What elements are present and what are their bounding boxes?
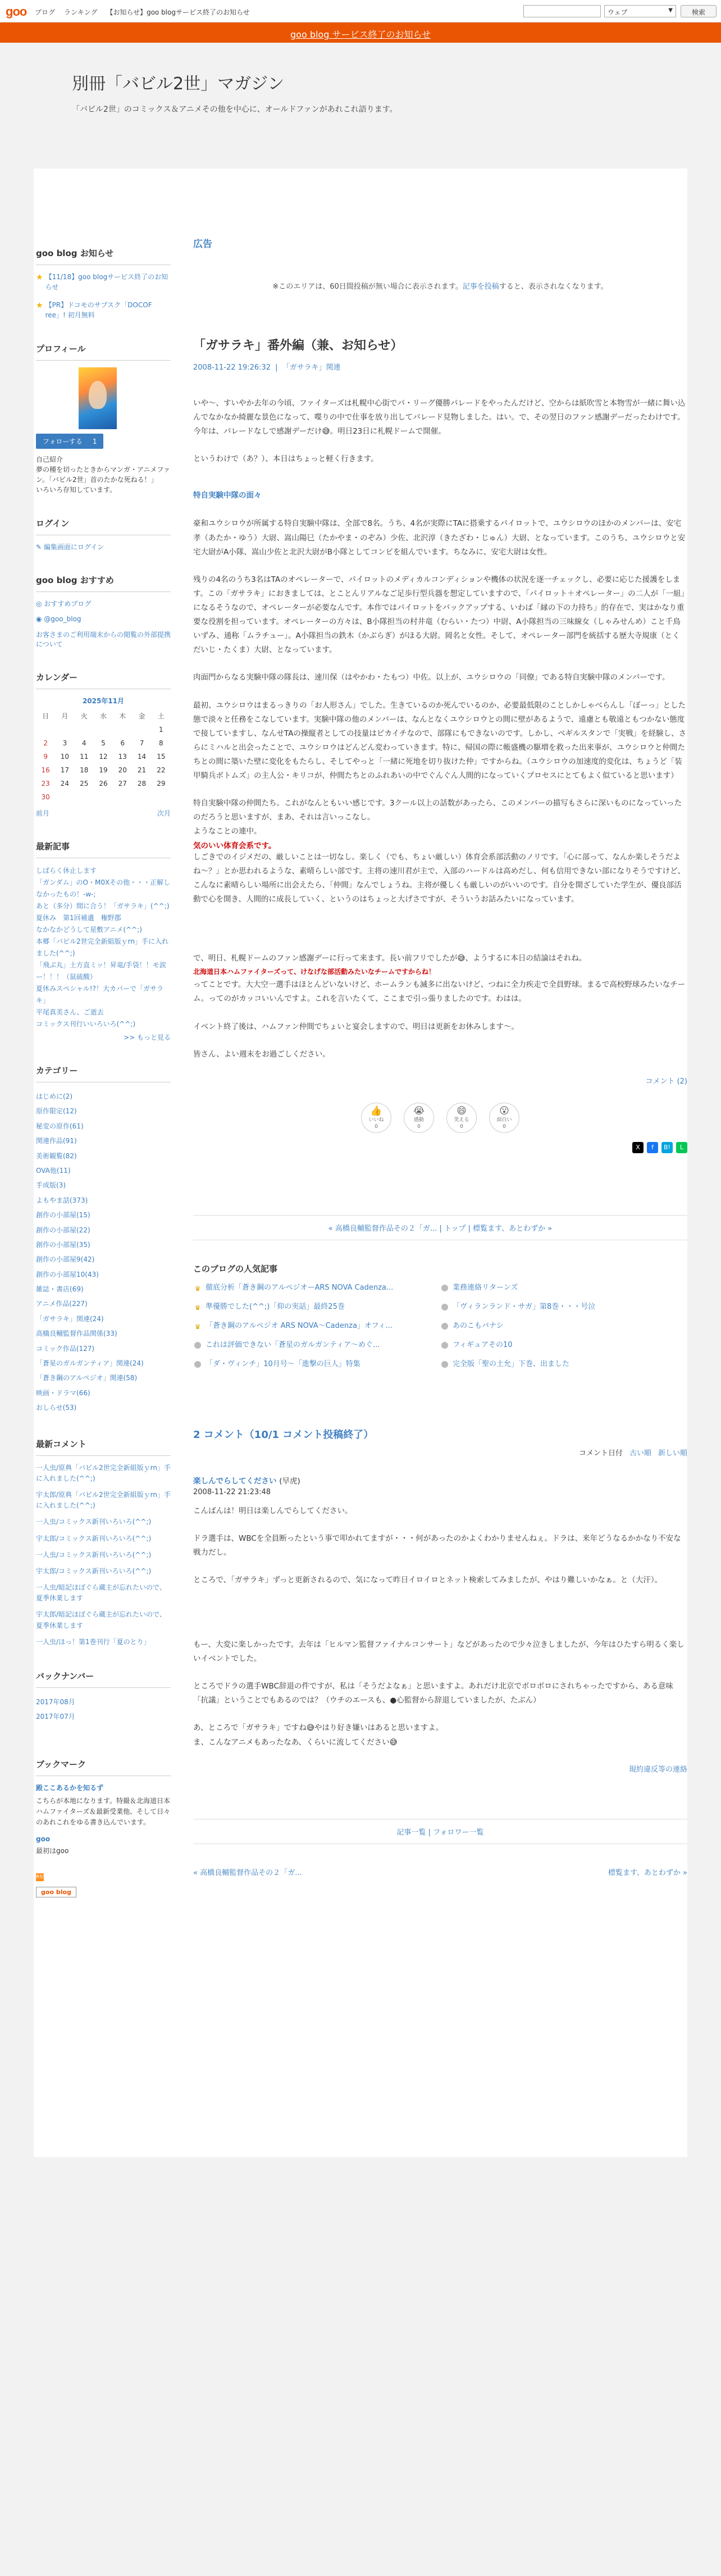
reaction-icon: 😄 bbox=[457, 1105, 467, 1117]
reaction-icon: 👍 bbox=[370, 1105, 382, 1117]
reaction-count: 0 bbox=[375, 1123, 378, 1130]
recent-comment-link[interactable]: 一人虫/原典「バビル2世完全新組版ｙrn」手に入れました(^^;) bbox=[36, 1463, 171, 1482]
popular-article[interactable] bbox=[193, 1359, 440, 1370]
backnumber-link[interactable]: 2017年08月 bbox=[36, 1698, 75, 1706]
calendar-row bbox=[36, 763, 171, 777]
reaction-icon: 😭 bbox=[413, 1105, 425, 1117]
calendar-day bbox=[75, 723, 94, 736]
chevron-down-icon: ▼ bbox=[668, 7, 673, 13]
calendar-day bbox=[36, 723, 55, 736]
category-link[interactable]: 創作の小部屋(15) bbox=[36, 1211, 90, 1219]
nav-service-end[interactable]: 【お知らせ】goo blogサービス終了のお知らせ bbox=[106, 8, 250, 16]
comment-paragraph: ドラ選手は、WBCを全員断ったという事で叩かれてますが・・・何があったのかよくわかりませんねぇ。ドラは、来年どうなるかかなり不安な戦力だし。 bbox=[193, 1533, 681, 1557]
weekday: 金 bbox=[138, 712, 145, 720]
info-heading: goo blog お知らせ bbox=[36, 247, 171, 265]
category-link[interactable]: 秘変の原作(61) bbox=[36, 1122, 84, 1130]
profile-image[interactable] bbox=[79, 367, 117, 429]
calendar-day[interactable]: 28 bbox=[137, 780, 147, 788]
footer-pager[interactable]: 記事一覧 | フォロワー一覧 bbox=[193, 1819, 687, 1844]
category-link[interactable]: 美術観覧(82) bbox=[36, 1152, 77, 1160]
category-link[interactable]: OVA他(11) bbox=[36, 1166, 71, 1175]
comment-paragraph: ところで、「ガサラキ」ずっと更新されるので、気になって昨日イロイロとネット検索してみましたが、やはり難しいかなぁ。と（大汗）。 bbox=[193, 1575, 663, 1585]
recent-comment-link[interactable]: 宇太郎/原典「バビル2世完全新組版ｙrn」手に入れました(^^;) bbox=[36, 1490, 171, 1510]
popular-article[interactable] bbox=[193, 1301, 440, 1313]
popular-article-title[interactable]: 準優勝でした(^^;)「仰の実話」最終25巻 bbox=[206, 1302, 345, 1311]
crown-icon: ♛ bbox=[194, 1323, 201, 1331]
calendar-day[interactable]: 12 bbox=[99, 753, 108, 761]
recent-article-link[interactable]: あと（多分）間に合う！「ガサラキ」(^^;) bbox=[36, 902, 170, 910]
external-link[interactable]: お客さまのご利用端末からの閲覧の外部提携について bbox=[36, 631, 171, 648]
reaction-count: 0 bbox=[417, 1123, 421, 1130]
calendar-row bbox=[36, 736, 171, 750]
calendar-day[interactable]: 23 bbox=[41, 780, 50, 788]
weekday: 木 bbox=[119, 712, 126, 720]
reaction-icon: 😮 bbox=[499, 1105, 509, 1117]
comments-heading: 2 コメント（10/1 コメント投稿終了） bbox=[193, 1428, 374, 1441]
recent-list bbox=[36, 865, 171, 1030]
ad-note bbox=[193, 280, 687, 291]
bookmark-heading: ブックマーク bbox=[36, 1758, 171, 1776]
calendar-day[interactable]: 9 bbox=[43, 753, 48, 761]
entry-paragraph: 肉面門からなる実験中隊の隊長は、速川保（はやかわ・たもつ）中佐。以上が、ユウシロウの「同僚」である特自実験中隊のメンバーです。 bbox=[193, 673, 670, 682]
calendar-week bbox=[36, 709, 171, 723]
popular-article[interactable] bbox=[440, 1282, 687, 1294]
popular-article[interactable] bbox=[440, 1321, 687, 1332]
comment-author: (早虎) bbox=[279, 1476, 300, 1486]
follow-button[interactable] bbox=[36, 434, 103, 449]
comments-block bbox=[36, 1438, 171, 1647]
thumbnail-dot-icon bbox=[194, 1361, 201, 1368]
sort-old[interactable]: 古い順 bbox=[629, 1449, 651, 1458]
recent-comment-link[interactable]: 一人虫/コミックス新刊いろいろ(^^;) bbox=[36, 1518, 152, 1526]
reaction-button[interactable] bbox=[489, 1103, 519, 1133]
category-block bbox=[36, 1064, 171, 1416]
category-link[interactable]: 創作の小部屋(22) bbox=[36, 1226, 90, 1234]
calendar-nav bbox=[36, 808, 171, 818]
ad-note-text: ※このエリアは、60日間投稿が無い場合に表示されます。 bbox=[272, 283, 463, 291]
nav-blog[interactable]: ブログ bbox=[35, 8, 56, 16]
popular-article-title[interactable]: 「ヴィランランド・サガ」第8巻・・・号泣 bbox=[453, 1302, 596, 1311]
recent-article-link[interactable]: 「飛ぶ丸」土方直ミッ！昇竜/手袋！！モ涙ー！！！（鼠硫酸） bbox=[36, 961, 166, 981]
recent-article-link[interactable]: コミックス刊行いいろいろ(^^;) bbox=[36, 1020, 136, 1028]
entry-paragraph: 残りの4名のうち3名はTAのオペレーターで、パイロットのメディカルコンディションや機体の状況を逐一チェックし、必要に応じた援護をします。この「ガサラキ」におきましては、とことんリアルなご足歩行型兵器を想定していますので、「パイロット＋オペレーター」の二人が「一組」になるそうなので、オペレーターが必要なんです。本作ではパイロットをバックアップする、いわば「縁の下の力持ち」的存在で、実はかなり重要な役割を担っています。オペレーターの方々は、B小隊担当の村井竜（むらい・たつ）中尉、A小隊担当の三味線女（しゃみせんめ）こと千鳥いずみ、通称「ムラチュー」。A小隊担当の鉄木（かぶらぎ）がほる大尉。岡名と女性。そして、オペレーター部門を統括する歴大寺規康（とくだいじ・たくま）大尉、となっています。 bbox=[193, 575, 685, 655]
calendar-day[interactable]: 4 bbox=[81, 739, 86, 747]
category-link[interactable]: 創作の小部屋9(42) bbox=[36, 1255, 95, 1264]
comment-date: 2008-11-22 21:23:48 bbox=[193, 1487, 271, 1496]
category-link[interactable]: 創作の小部屋(35) bbox=[36, 1240, 90, 1249]
comments-heading: 最新コメント bbox=[36, 1438, 171, 1456]
calendar-day[interactable]: 7 bbox=[139, 739, 144, 747]
comment-paragraph: こんばんは！明日は楽しんでらしてください。 bbox=[193, 1506, 353, 1515]
star-icon: ★ bbox=[36, 301, 43, 310]
category-link[interactable]: 高橋良輔監督作品関係(33) bbox=[36, 1330, 117, 1338]
comment-paragraph: あ、ところで「ガサラキ」ですね😅やはり好き嫌いはあると思いますよ。 bbox=[193, 1723, 444, 1733]
comment-title[interactable] bbox=[193, 1474, 687, 1486]
reaction-label: 面白い bbox=[496, 1117, 512, 1123]
calendar-row bbox=[36, 750, 171, 763]
category-link[interactable]: 映画・ドラマ(66) bbox=[36, 1389, 90, 1397]
comment-paragraph: ところでドラの選手WBC辞退の件ですが、私は「そうだよなぁ」と思いますよ。あれだけ北京でボロボロにされちゃったですから、ある意味「抗議」ということでもあるのでは？（ウチのエースも、●心監督から辞退していましたが、たぶん） bbox=[193, 1682, 673, 1705]
category-link[interactable]: アニメ作品(227) bbox=[36, 1300, 88, 1308]
crown-icon: ♛ bbox=[194, 1284, 201, 1292]
x-share-icon[interactable]: X bbox=[632, 1142, 644, 1153]
calendar-prev[interactable]: 前月 bbox=[36, 809, 50, 817]
entry-paragraph: 皆さん、よい週末をお過ごしください。 bbox=[193, 1049, 330, 1059]
sort-new[interactable]: 新しい順 bbox=[658, 1449, 687, 1458]
weekday: 月 bbox=[61, 712, 69, 720]
calendar-day[interactable]: 21 bbox=[137, 766, 147, 774]
recent-article-link[interactable]: なかなかどうして星敷アニメ(^^;) bbox=[36, 926, 142, 934]
follow-count: 1 bbox=[92, 438, 97, 445]
bookmark-goo-desc: 最初はgoo bbox=[36, 1846, 69, 1855]
recent-comments-list bbox=[36, 1463, 171, 1647]
popular-article-title[interactable]: 完全版「聖の土允」下巻、出ました bbox=[453, 1360, 570, 1369]
calendar-day[interactable]: 29 bbox=[157, 780, 166, 788]
popular-article[interactable] bbox=[440, 1359, 687, 1370]
calendar-day[interactable]: 3 bbox=[62, 739, 67, 747]
calendar-day[interactable]: 24 bbox=[60, 780, 70, 788]
info-item[interactable] bbox=[36, 272, 171, 292]
reaction-label: いいね bbox=[368, 1117, 384, 1123]
prev-entry-link[interactable]: « 高橋良輔監督作品その２「ガ... bbox=[193, 1868, 302, 1877]
info-link[interactable]: 【11/18】goo blogサービス終了のお知らせ bbox=[45, 273, 168, 291]
goo-icon: ◎ bbox=[36, 600, 44, 608]
profile-more: いろいろ存知しています。 bbox=[36, 486, 117, 494]
entry-paragraph: 最初、ユウシロウはまるっきりの「お人形さん」でした。生きているのか死んでいるのか、必要最低限のことしかしゃべらんし「ぼーっ」とした態で淡々と任務をこなしています。実験中隊の他のメンバーは、なんとなくユウシロウとの間に壁があるようで、遠慮とも敬遠ともつかない態度で接していますし、なんせTAの操縦者としての技量はピカイチなので、部隊にもできないのです。しかし、ベギルスタンで「実戦」を経験し、さらにミハルと出会ったことで、ユウシロウはどんどん変わっていきます。特に、帰国の際に帳盛機の駆増を救った出来事が、ユウシロウと仲間たちとの間に築いた壁に変化をもたらし、そしてやっと「一緒に死地を切り抜けた仲」ですからね。（ユウシロウの加速度的変化は、ちょうど「装甲騎兵ボトムズ」の主人公・キリコが、仲間たちとのふれあいの中でぐんぐん人間的になっていくプロセスにとてもよく似ていると思います） bbox=[193, 700, 687, 781]
ad-note-tail: すると、表示されなくなります。 bbox=[499, 283, 608, 291]
popular-article-title[interactable]: 業務連絡リターンズ bbox=[453, 1283, 518, 1292]
calendar-day[interactable]: 18 bbox=[80, 766, 89, 774]
comment-paragraph: もー、大変に楽しかったです。去年は「ヒルマン監督ファイナルコンサート」などがあったので少々泣きしましたが、今年はひたすら明るく楽しいイベントでした。 bbox=[193, 1640, 685, 1664]
backnumber-heading: バックナンバー bbox=[36, 1670, 171, 1688]
nav-ranking[interactable]: ランキング bbox=[63, 8, 98, 16]
calendar-day[interactable]: 16 bbox=[41, 766, 50, 774]
popular-article-title[interactable]: 「蒼き鋼のアルペジオ ARS NOVA〜Cadenza」オフィ... bbox=[206, 1322, 393, 1331]
service-end-banner[interactable]: goo blog サービス終了のお知らせ bbox=[0, 22, 721, 43]
blog-title[interactable]: 別冊「バビル2世」マガジン bbox=[72, 74, 285, 94]
calendar-day[interactable]: 15 bbox=[157, 753, 166, 761]
blog-header bbox=[0, 43, 721, 169]
category-link[interactable]: 「蒼き鋼のアルペジオ」関連(58) bbox=[36, 1374, 138, 1382]
reaction-label: 笑える bbox=[454, 1117, 469, 1123]
login-label: 編集画面にログイン bbox=[43, 543, 104, 551]
ad-heading: 広告 bbox=[193, 239, 212, 250]
profile-name: 自己紹介 bbox=[36, 456, 63, 463]
calendar-day[interactable]: 13 bbox=[118, 753, 127, 761]
thumbnail-dot-icon bbox=[441, 1361, 448, 1368]
entry-paragraph: 特自実験中隊の仲間たち。これがなんともいい感じです。3クール以上の話数があったら、このメンバーの描写もさらに深いものになっていったのだろうと思いますが、まあ、それは言いっこなし。 bbox=[193, 799, 682, 822]
twitter-link[interactable] bbox=[36, 615, 171, 623]
popular-grid bbox=[193, 1282, 687, 1371]
calendar-day[interactable]: 17 bbox=[60, 766, 70, 774]
calendar-day[interactable]: 5 bbox=[101, 739, 106, 747]
calendar-day[interactable]: 14 bbox=[137, 753, 147, 761]
facebook-share-icon[interactable]: f bbox=[647, 1142, 658, 1153]
follow-label: フォローする bbox=[43, 438, 83, 445]
profile-text: 夢の種を切ったときからマンガ・アニメファン。「バビル2世」首のたかな死ねる！」 bbox=[36, 466, 171, 484]
next-entry-link[interactable]: 標覧ます、あとわずか » bbox=[608, 1868, 687, 1877]
recent-comment-link[interactable]: 一人虫/ほっ！第1巻刊行「夏のとり」 bbox=[36, 1637, 150, 1646]
entry-meta: 2008-11-22 19:26:32 | 「ガサラキ」関連 bbox=[193, 363, 341, 372]
post-article-link[interactable]: 記事を投稿 bbox=[462, 283, 499, 291]
calendar-day bbox=[94, 723, 113, 736]
entry-paragraph: ようなことの連中。 bbox=[193, 827, 262, 836]
popular-article-title[interactable]: あのこもバナシ bbox=[453, 1322, 504, 1331]
recent-article-link[interactable]: 夏休み 第1回補遺 権野郡 bbox=[36, 914, 121, 922]
calendar-day[interactable]: 25 bbox=[80, 780, 89, 788]
comment-paragraph: ま、こんなアニメもあったなあ、くらいに流してください😅 bbox=[193, 1737, 398, 1747]
category-link[interactable]: 創作の小部屋10(43) bbox=[36, 1270, 99, 1278]
calendar-day[interactable]: 2 bbox=[43, 739, 48, 747]
category-list bbox=[36, 1089, 171, 1416]
popular-article[interactable] bbox=[193, 1340, 440, 1351]
main-content bbox=[193, 236, 687, 1877]
calendar-row bbox=[36, 723, 171, 736]
recent-comment-link[interactable]: 一人虫/暗記ほぼぐら蔵主が忘れたいので、夏季休業します bbox=[36, 1583, 166, 1603]
entry-title[interactable]: 「ガサラキ」番外編（兼、お知らせ） bbox=[193, 339, 403, 353]
bookmark-desc: こちらが本地になります。特撮＆北海道日本ハムファイターズ＆最新受業他、そして日々のあれこれをゆる書き込んでいます。 bbox=[36, 1797, 171, 1827]
thumbnail-dot-icon bbox=[441, 1342, 448, 1349]
comment-sort bbox=[193, 1447, 687, 1458]
edit-icon: ✎ bbox=[36, 543, 44, 551]
calendar-day bbox=[132, 790, 151, 804]
info-item[interactable] bbox=[36, 300, 171, 320]
calendar-day[interactable]: 10 bbox=[60, 753, 70, 761]
entry-paragraph: ってことです。大大空一選手はほとんどいないけど、ホームランも滅多に出ないけど、つねに全力疾走で全員野球。まるで高校野球みたいなチーム。ってのがカッコいいんですよ。これを言いたくて、ここまで引っ張りましたのです。わはは。 bbox=[193, 980, 686, 1004]
calendar-day bbox=[75, 790, 94, 804]
blog-description: 「バビル2世」のコミックス＆アニメその他を中心に、オールドファンがあれこれ語ります。 bbox=[72, 105, 398, 114]
recent-comment-link[interactable]: 宇太郎/コミックス新刊いろいろ(^^;) bbox=[36, 1567, 152, 1575]
calendar-caption: 2025年11月 bbox=[82, 697, 125, 705]
recent-block bbox=[36, 840, 171, 1042]
calendar-heading: カレンダー bbox=[36, 671, 171, 689]
thumbnail-dot-icon bbox=[441, 1304, 448, 1310]
recent-article-link[interactable]: しばらく休止します bbox=[36, 867, 97, 875]
weekday: 火 bbox=[80, 712, 88, 720]
popular-heading: このブログの人気記事 bbox=[193, 1263, 278, 1274]
calendar-block bbox=[36, 671, 171, 818]
goo-blog-logo-text: goo blog bbox=[41, 1888, 71, 1896]
profile-heading: プロフィール bbox=[36, 343, 171, 361]
recommend-heading: goo blog おすすめ bbox=[36, 574, 171, 592]
backnumber-link[interactable]: 2017年07月 bbox=[36, 1713, 75, 1721]
entry-paragraph: というわけで（あ？）、本日はちょっと軽く行きます。 bbox=[193, 454, 378, 464]
reaction-button[interactable] bbox=[361, 1103, 391, 1133]
entry-paragraph: いや〜、すいやか去年の今頃、ファイターズは札幌中心街でパ・リーグ優勝パレードをやったんだけど、空からは紙吹雪と本物雪が一緒に舞い込んでなかなか綺麗な景色になって、喋りの中で仕事を放り出してパレード見物しました。はい。で、その翌日のファン感謝デーだったわけです。今年は、パレードなしで感謝デーだけ😅。明日23日に札幌ドームで開催。 bbox=[193, 399, 686, 436]
entry-paragraph: で、明日、札幌ドームのファン感謝デーに行って来ます。長い前フリでしたが😅、ようするに本日の結論はそれね。 bbox=[193, 953, 587, 963]
reaction-button[interactable] bbox=[404, 1103, 434, 1133]
calendar-next[interactable]: 次月 bbox=[157, 809, 171, 817]
calendar-day bbox=[113, 790, 132, 804]
calendar-row bbox=[36, 777, 171, 790]
weekday: 土 bbox=[157, 712, 165, 720]
calendar-day bbox=[94, 790, 113, 804]
calendar-day[interactable]: 20 bbox=[118, 766, 127, 774]
info-block bbox=[36, 247, 171, 320]
hatena-share-icon[interactable]: B! bbox=[661, 1142, 673, 1153]
calendar-day[interactable]: 22 bbox=[157, 766, 166, 774]
category-link[interactable]: 手成版(3) bbox=[36, 1181, 66, 1190]
recommend-link[interactable] bbox=[36, 599, 171, 608]
reaction-count: 0 bbox=[503, 1123, 506, 1130]
star-icon: ★ bbox=[36, 273, 43, 282]
popular-article[interactable] bbox=[193, 1282, 440, 1294]
recent-comment-link[interactable]: 宇太郎/暗記ほぼぐら蔵主が忘れたいので、夏季休業します bbox=[36, 1610, 166, 1630]
search-scope-value: ウェブ bbox=[608, 8, 628, 16]
recent-heading: 最新記事 bbox=[36, 840, 171, 858]
category-link[interactable]: おしらせ(53) bbox=[36, 1404, 77, 1412]
calendar-day bbox=[113, 723, 132, 736]
crown-icon: ♛ bbox=[194, 1303, 201, 1312]
category-link[interactable]: 「蒼星のガルガンティア」関連(24) bbox=[36, 1359, 144, 1368]
popular-article[interactable] bbox=[193, 1321, 440, 1332]
reaction-button[interactable] bbox=[446, 1103, 477, 1133]
recommend-block bbox=[36, 574, 171, 649]
bookmark-name[interactable]: 殿ここあるかを知るず bbox=[36, 1783, 104, 1792]
calendar-day[interactable]: 30 bbox=[41, 793, 50, 801]
info-link[interactable]: 【PR】ドコモのサブスク「DOCOF ree」! 初月無料 bbox=[45, 301, 152, 319]
top-nav bbox=[35, 7, 257, 17]
bookmark-block bbox=[36, 1758, 171, 1897]
popular-article-title[interactable]: 徹底分析「蒼き鋼のアルペジオーARS NOVA Cadenza... bbox=[206, 1283, 394, 1292]
entry-subheading: 気のいい体育会系です。 bbox=[193, 841, 276, 850]
recommend-label: おすすめブログ bbox=[44, 600, 92, 608]
weekday: 水 bbox=[99, 712, 107, 720]
login-link[interactable] bbox=[36, 542, 171, 552]
category-link[interactable]: コミック作品(127) bbox=[36, 1344, 95, 1353]
entry-category[interactable]: 「ガサラキ」関連 bbox=[282, 363, 341, 372]
calendar-day[interactable]: 27 bbox=[118, 780, 127, 788]
thumbnail-dot-icon bbox=[441, 1323, 448, 1330]
twitter-label: @goo_blog bbox=[44, 615, 81, 623]
recent-article-link[interactable]: 平尾真美さん、ご逝去 bbox=[36, 1008, 104, 1016]
calendar-body bbox=[36, 723, 171, 804]
calendar-day[interactable]: 11 bbox=[80, 753, 89, 761]
calendar bbox=[36, 696, 171, 804]
top-bar bbox=[0, 0, 721, 22]
calendar-day[interactable]: 6 bbox=[120, 739, 125, 747]
popular-article-title[interactable]: フィギュアその10 bbox=[453, 1341, 513, 1350]
share-row bbox=[193, 1142, 687, 1153]
recent-comment-link[interactable]: 宇太郎/コミックス新刊いろいろ(^^;) bbox=[36, 1534, 152, 1542]
bottom-nav bbox=[193, 1867, 687, 1877]
calendar-day[interactable]: 1 bbox=[159, 726, 163, 734]
calendar-day bbox=[132, 723, 151, 736]
recent-more-link[interactable]: >> もっと見る bbox=[124, 1034, 171, 1041]
entry-pager[interactable]: « 高橋良輔監督作品その２「ガ... | トップ | 標覧ます、あとわずか » bbox=[193, 1215, 687, 1240]
popular-article[interactable] bbox=[440, 1340, 687, 1351]
sort-label: コメント日付 bbox=[578, 1449, 623, 1458]
popular-article[interactable] bbox=[440, 1301, 687, 1313]
goo-logo[interactable]: goo bbox=[6, 4, 27, 19]
reaction-count: 0 bbox=[460, 1123, 463, 1130]
reaction-label: 感動 bbox=[413, 1117, 424, 1123]
calendar-day[interactable]: 8 bbox=[159, 739, 163, 747]
thumbnail-dot-icon bbox=[194, 1342, 201, 1349]
comment-title-text: 楽しんでらしてください bbox=[193, 1476, 277, 1486]
report-link[interactable]: 規約違反等の連絡 bbox=[628, 1765, 687, 1774]
profile-block bbox=[36, 343, 171, 495]
popular-article-title[interactable]: これは評価できない「蒼星のガルガンティア〜めぐ... bbox=[206, 1341, 380, 1350]
sidebar bbox=[36, 247, 171, 1920]
category-link[interactable]: 「ガサラキ」関連(24) bbox=[36, 1314, 104, 1323]
bookmark-goo[interactable]: goo bbox=[36, 1835, 51, 1843]
category-link[interactable]: よもやま話(373) bbox=[36, 1196, 88, 1204]
entry-paragraph: 豪和ユウシロウが所属する特自実験中隊は、全部で8名。うち、4名が実際にTAに搭乗するパイロットで、ユウシロウのほかのメンバーは、安宅孝（あたか・ゆう）大尉、嵩山陽巳（たかやま・のぞみ）少佐、北沢淳（きたざわ・じゅん）大尉、となっています。このうち、ユウシロウと安宅大尉がA小隊、嵩山少佐と北沢大尉がB小隊としてコンビを組んでいます。ちなみに、安宅大尉は女性。 bbox=[193, 519, 686, 557]
recent-comment-link[interactable]: 一人虫/コミックス新刊いろいろ(^^;) bbox=[36, 1550, 152, 1559]
content-wrap bbox=[34, 169, 687, 2157]
search-button[interactable]: 検索 bbox=[681, 5, 717, 17]
login-block bbox=[36, 517, 171, 552]
weekday: 日 bbox=[42, 712, 49, 720]
entry-date: 2008-11-22 19:26:32 bbox=[193, 363, 271, 372]
popular-article-title[interactable]: 「ダ・ヴィンチ」10月号〜「進撃の巨人」特集 bbox=[206, 1360, 360, 1369]
twitter-icon: ◉ bbox=[36, 615, 44, 623]
entry-paragraph: イベント終了後は、ハムファン仲間でちょいと宴会しますので、明日は更新をお休みします〜。 bbox=[193, 1022, 519, 1031]
entry-subheading: 特自実験中隊の面々 bbox=[193, 491, 262, 500]
goo-blog-logo[interactable] bbox=[36, 1887, 76, 1897]
entry-highlight: 北海道日本ハムファイターズって、けなげな部活動みたいなチームですからね！ bbox=[193, 968, 436, 976]
calendar-day[interactable]: 26 bbox=[99, 780, 108, 788]
calendar-row bbox=[36, 790, 171, 804]
category-link[interactable]: 関連作品(91) bbox=[36, 1137, 77, 1145]
thumbnail-dot-icon bbox=[441, 1285, 448, 1291]
calendar-day[interactable]: 19 bbox=[99, 766, 108, 774]
recent-article-link[interactable]: 夏休みスペシャル!?！大カパーで「ガサラキ」 bbox=[36, 985, 163, 1004]
category-link[interactable]: 原作限定(12) bbox=[36, 1107, 77, 1116]
entry-paragraph: しごきでのイジメだの、厳しいことは一切なし。楽しく（でも、ちょい厳しい）体育会系部活動のノリです。「心に部って、なんか楽しそうだよね〜？」とか思われるような、素晴らしい部です。主将の速川君が主で、入部のハードルは高めだし、何も信用できない部になりそうですけど、こんなに素晴らしい場所に出会えたら、「仲間」なんでしょうね。主将が優しくも厳しいのがいいのです。自分を開ざしていた学生が、優良部活動で心を開き、人間的に成長していく、というのはちょっと大げさですが、そういうお話みたいになっています。 bbox=[193, 852, 686, 904]
search-scope-select[interactable] bbox=[604, 5, 676, 17]
calendar-day bbox=[55, 723, 74, 736]
category-heading: カテゴリー bbox=[36, 1064, 171, 1082]
search-input[interactable] bbox=[523, 5, 601, 17]
login-heading: ログイン bbox=[36, 517, 171, 535]
rss-icon[interactable]: RSS bbox=[36, 1874, 46, 1880]
reaction-row bbox=[193, 1103, 687, 1133]
category-link[interactable]: 雑誌・書店(69) bbox=[36, 1285, 84, 1294]
calendar-day bbox=[152, 790, 171, 804]
calendar-day bbox=[55, 790, 74, 804]
recent-article-link[interactable]: 「ガンダム」のO・M0Xその他・・・正解しなかったもの！-w-; bbox=[36, 879, 171, 898]
recent-article-link[interactable]: 本郷「バビル2世完全新組版ｙrn」手に入れました(^^;) bbox=[36, 937, 168, 957]
comment-count-link[interactable]: コメント (2) bbox=[645, 1077, 687, 1086]
category-link[interactable]: はじめに(2) bbox=[36, 1093, 72, 1100]
line-share-icon[interactable]: L bbox=[676, 1142, 687, 1153]
backnumber-block bbox=[36, 1670, 171, 1724]
